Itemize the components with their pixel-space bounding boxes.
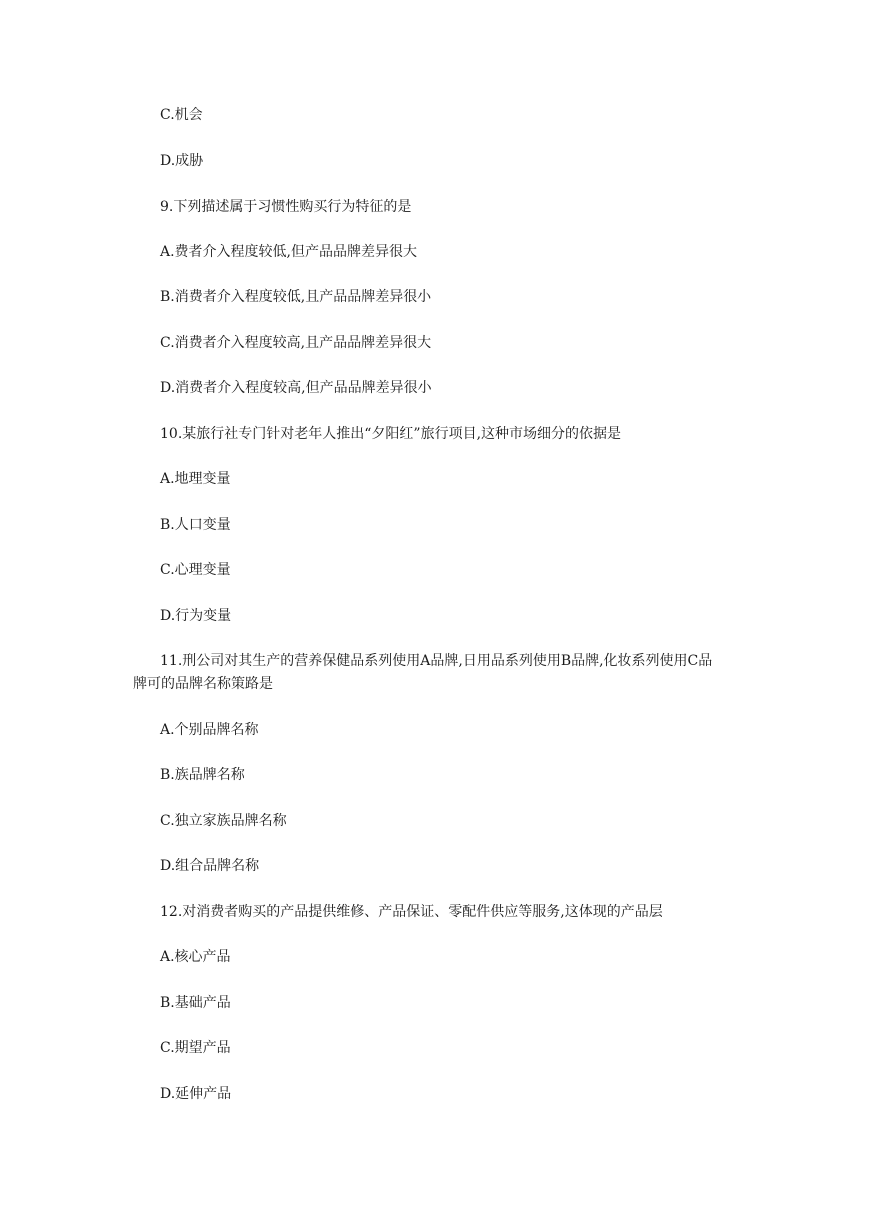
option-d-q11: D.组合品牌名称 [160, 858, 260, 874]
question-10: 10.某旅行社专门针对老年人推出“夕阳红”旅行项目,这种市场细分的依据是 [160, 426, 622, 442]
option-b-q12: B.基础产品 [160, 995, 231, 1011]
option-b-q10: B.人口变量 [160, 517, 231, 533]
option-b-q9: B.消费者介入程度较低,且产品品牌差异很小 [160, 289, 432, 305]
option-d-q12: D.延伸产品 [160, 1086, 232, 1102]
option-b-q11: B.族品牌名称 [160, 767, 245, 783]
question-9: 9.下列描述属于习惯性购买行为特征的是 [160, 199, 412, 215]
option-a-q9: A.费者介入程度较低,但产品品牌差异很大 [160, 244, 418, 260]
option-c-q9: C.消费者介入程度较高,且产品品牌差异很大 [160, 335, 432, 351]
option-a-q11: A.个别品牌名称 [160, 722, 259, 738]
option-d-q9: D.消费者介入程度较高,但产品品牌差异很小 [160, 380, 432, 396]
option-c-q12: C.期望产品 [160, 1040, 231, 1056]
option-c-q10: C.心理变量 [160, 562, 231, 578]
question-11: 11.刑公司对其生产的营养保健品系列使用A品牌,日用品系列使用B品牌,化妆系列使用C品牌可的品牌名称策路是 [133, 653, 713, 692]
option-a-q10: A.地理变量 [160, 471, 231, 487]
option-c-q11: C.独立家族品牌名称 [160, 813, 287, 829]
option-a-q12: A.核心产品 [160, 949, 231, 965]
option-d-q10: D.行为变量 [160, 608, 232, 624]
option-c-q8: C.机会 [160, 107, 203, 123]
option-d-q8: D.成胁 [160, 153, 204, 169]
question-12: 12.对消费者购买的产品提供维修、产品保证、零配件供应等服务,这体现的产品层 [160, 904, 663, 920]
